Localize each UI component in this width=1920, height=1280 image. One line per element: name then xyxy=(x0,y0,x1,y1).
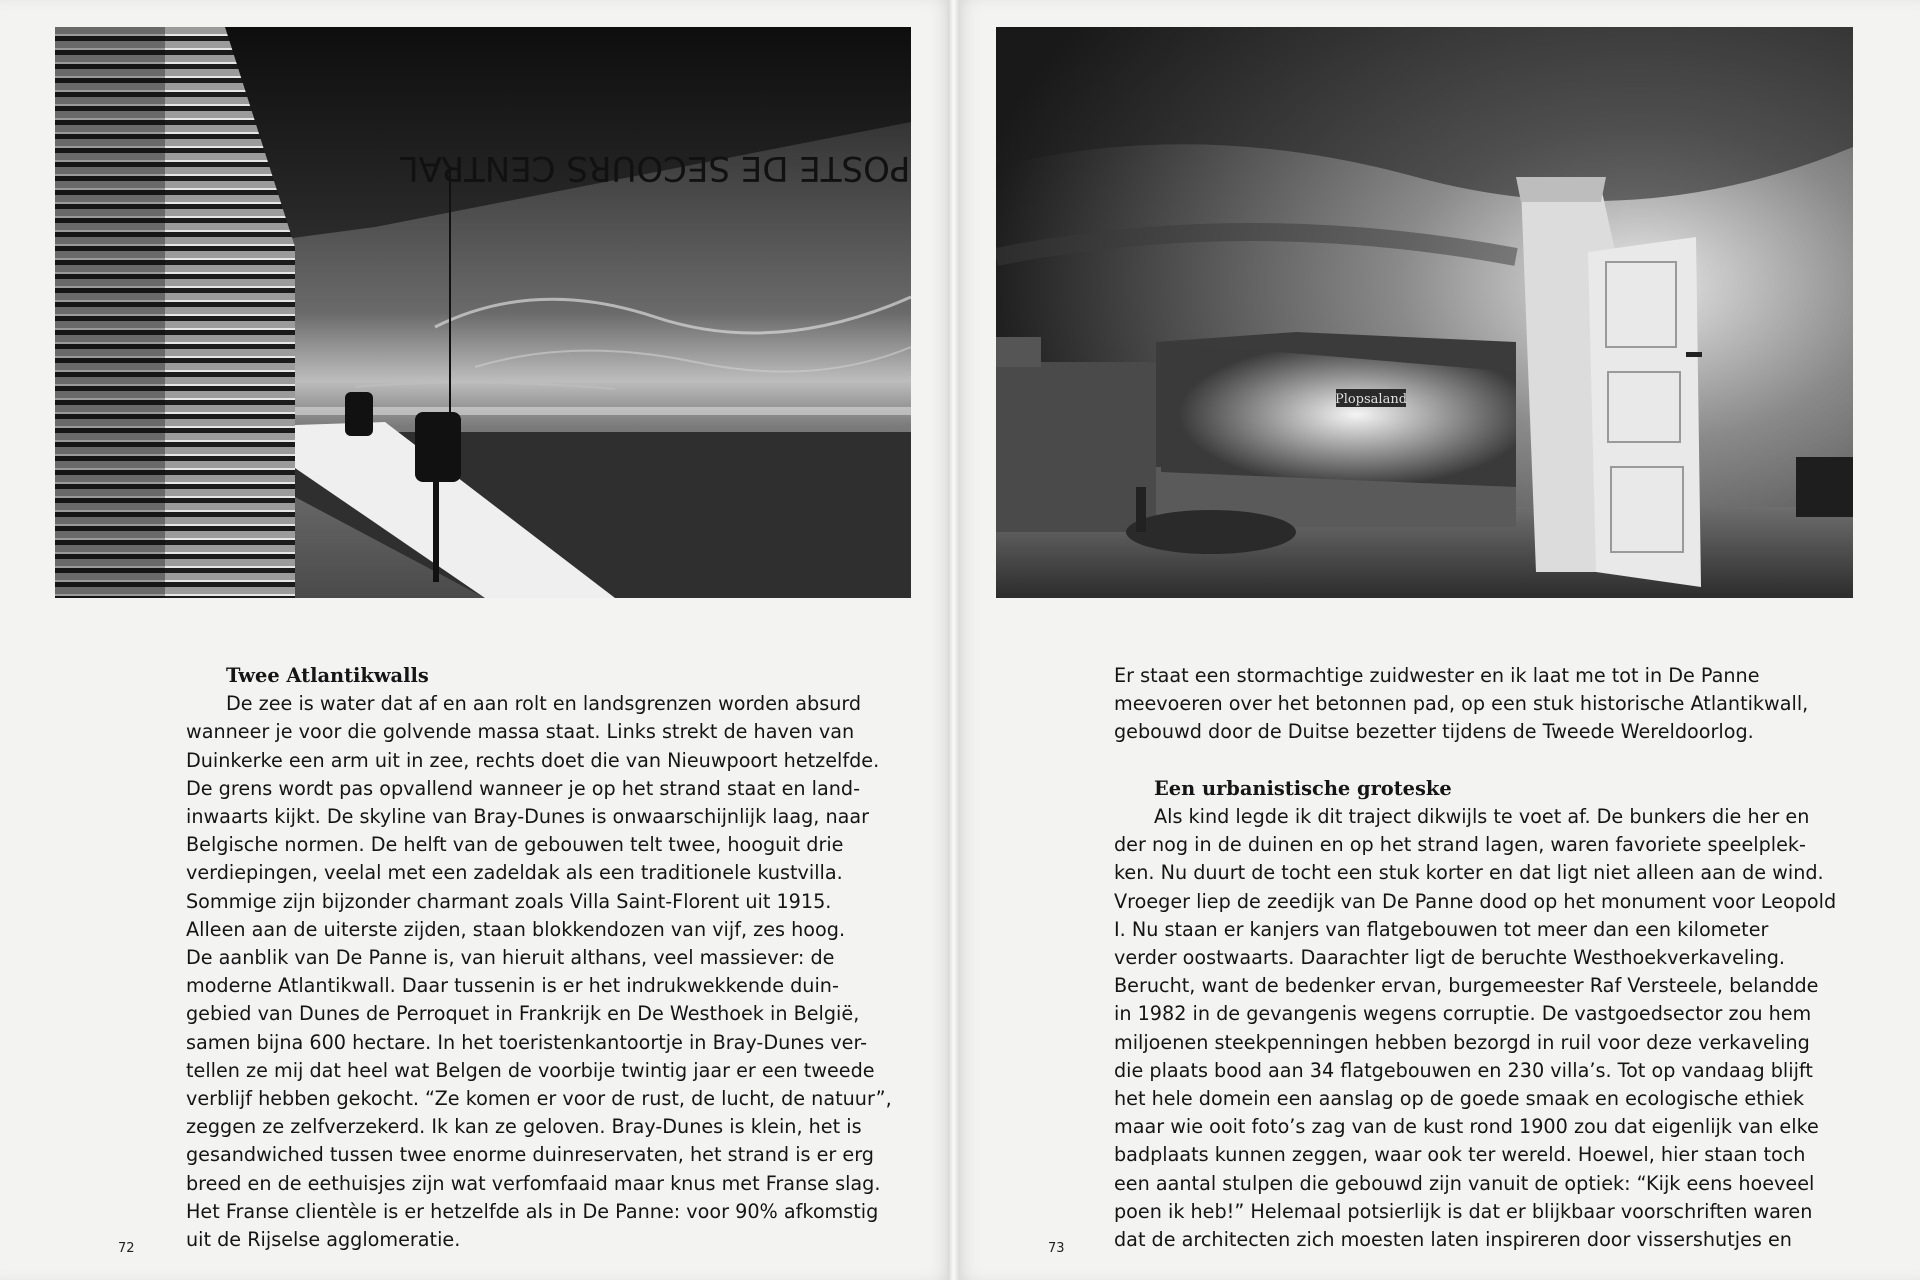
text-line: I. Nu staan er kanjers van flatgebouwen tot meer dan een kilometer xyxy=(1114,917,1769,941)
plopsaland-door-photo-image xyxy=(996,27,1853,598)
text-line: gebouwd door de Duitse bezetter tijdens de Tweede Wereldoorlog. xyxy=(1114,720,1754,744)
text-line: ken. Nu duurt de tocht een stuk korter en dat ligt niet alleen aan de wind. xyxy=(1114,861,1824,885)
text-line: gebied van Dunes de Perroquet in Frankrijk en De Westhoek in België, xyxy=(186,1002,860,1026)
text-line: Berucht, want de bedenker ervan, burgemeester Raf Versteele, belandde xyxy=(1114,974,1819,998)
text-line: uit de Rijselse agglomeratie. xyxy=(186,1228,461,1252)
office-window-photo xyxy=(55,27,911,598)
text-line: Belgische normen. De helft van de gebouwen telt twee, hooguit drie xyxy=(186,833,844,857)
text-line: tellen ze mij dat heel wat Belgen de voorbije twintig jaar er een tweede xyxy=(186,1058,875,1082)
text-line: die plaats bood aan 34 flatgebouwen en 230 villa’s. Tot op vandaag blijft xyxy=(1114,1058,1813,1082)
text-line: inwaarts kijkt. De skyline van Bray-Dunes is onwaarschijnlijk laag, naar xyxy=(186,805,870,829)
window-lettering: POSTE DE SECOURS CENTRAL xyxy=(399,148,911,188)
text-line: een aantal stulpen die gebouwd zijn vanuit de optiek: “Kijk eens hoeveel xyxy=(1114,1171,1815,1195)
office-window-photo-image xyxy=(55,27,911,598)
text-line: maar wie ooit foto’s zag van de kust rond 1900 zou dat eigenlijk van elke xyxy=(1114,1115,1819,1139)
text-line: Duinkerke een arm uit in zee, rechts doet die van Nieuwpoort hetzelfde. xyxy=(186,748,880,772)
plopsaland-sign: Plopsaland xyxy=(1334,392,1408,407)
text-line: der nog in de duinen en op het strand lagen, waren favoriete speelplek- xyxy=(1114,833,1806,857)
text-line: De aanblik van De Panne is, van hieruit althans, veel massiever: de xyxy=(186,946,835,970)
text-line: Als kind legde ik dit traject dikwijls te voet af. De bunkers die her en xyxy=(1154,805,1810,828)
text-line: Het Franse clientèle is er hetzelfde als in De Panne: voor 90% afkomstig xyxy=(186,1199,879,1223)
text-line: meevoeren over het betonnen pad, op een stuk historische Atlantikwall, xyxy=(1114,692,1809,716)
text-line: poen ik heb!” Helemaal potsierlijk is dat er blijkbaar voorschriften waren xyxy=(1114,1199,1813,1223)
right-article xyxy=(1114,662,1837,1254)
text-line: badplaats kunnen zeggen, waar ook ter wereld. Hoewel, hier staan toch xyxy=(1114,1143,1806,1167)
text-line: het hele domein een aanslag op de goede smaak en ecologische ethiek xyxy=(1114,1087,1805,1111)
text-line: Alleen aan de uiterste zijden, staan blokkendozen van vijf, zes hoog. xyxy=(186,917,846,941)
text-line: samen bijna 600 hectare. In het toeristenkantoortje in Bray-Dunes ver- xyxy=(186,1030,868,1054)
text-line: verblijf hebben gekocht. “Ze komen er voor de rust, de lucht, de natuur”, xyxy=(186,1087,892,1111)
text-line: De grens wordt pas opvallend wanneer je op het strand staat en land- xyxy=(186,776,861,800)
text-line: wanneer je voor die golvende massa staat. Links strekt de haven van xyxy=(186,720,855,744)
left-page xyxy=(0,0,954,1280)
plopsaland-door-photo xyxy=(996,27,1853,598)
text-line: in 1982 in de gevangenis wegens corruptie. De vastgoedsector zou hem xyxy=(1114,1002,1812,1026)
text-line: Er staat een stormachtige zuidwester en ik laat me tot in De Panne xyxy=(1114,664,1760,687)
text-line: breed en de eethuisjes zijn wat verfomfaaid maar knus met Franse slag. xyxy=(186,1171,881,1195)
text-line: Vroeger liep de zeedijk van De Panne dood op het monument voor Leopold xyxy=(1114,889,1837,913)
text-line: De zee is water dat af en aan rolt en landsgrenzen worden absurd xyxy=(226,692,862,716)
page-number-right: 73 xyxy=(1048,1241,1065,1256)
text-line: zeggen ze zelfverzekerd. Ik kan ze geloven. Bray-Dunes is klein, het is xyxy=(186,1115,862,1139)
book-gutter xyxy=(948,0,960,1280)
section-heading-left: Twee Atlantikwalls xyxy=(226,664,429,687)
section-heading-right: Een urbanistische groteske xyxy=(1154,776,1452,800)
text-line: miljoenen steekpenningen hebben bezorgd in ruil voor deze verkaveling xyxy=(1114,1030,1810,1054)
text-line: verder oostwaarts. Daarachter ligt de beruchte Westhoekverkaveling. xyxy=(1114,946,1786,970)
text-line: verdiepingen, veelal met een zadeldak als een traditionele kustvilla. xyxy=(186,861,843,885)
text-line: moderne Atlantikwall. Daar tussenin is er het indrukwekkende duin- xyxy=(186,974,839,998)
text-line: gesandwiched tussen twee enorme duinreservaten, het strand is er erg xyxy=(186,1143,874,1167)
paragraph-gap xyxy=(1114,747,1794,775)
left-article xyxy=(186,662,892,1254)
page-number-left: 72 xyxy=(118,1241,135,1256)
text-line: Sommige zijn bijzonder charmant zoals Villa Saint-Florent uit 1915. xyxy=(186,889,832,913)
text-line: dat de architecten zich moesten laten inspireren door vissershutjes en xyxy=(1114,1228,1792,1252)
